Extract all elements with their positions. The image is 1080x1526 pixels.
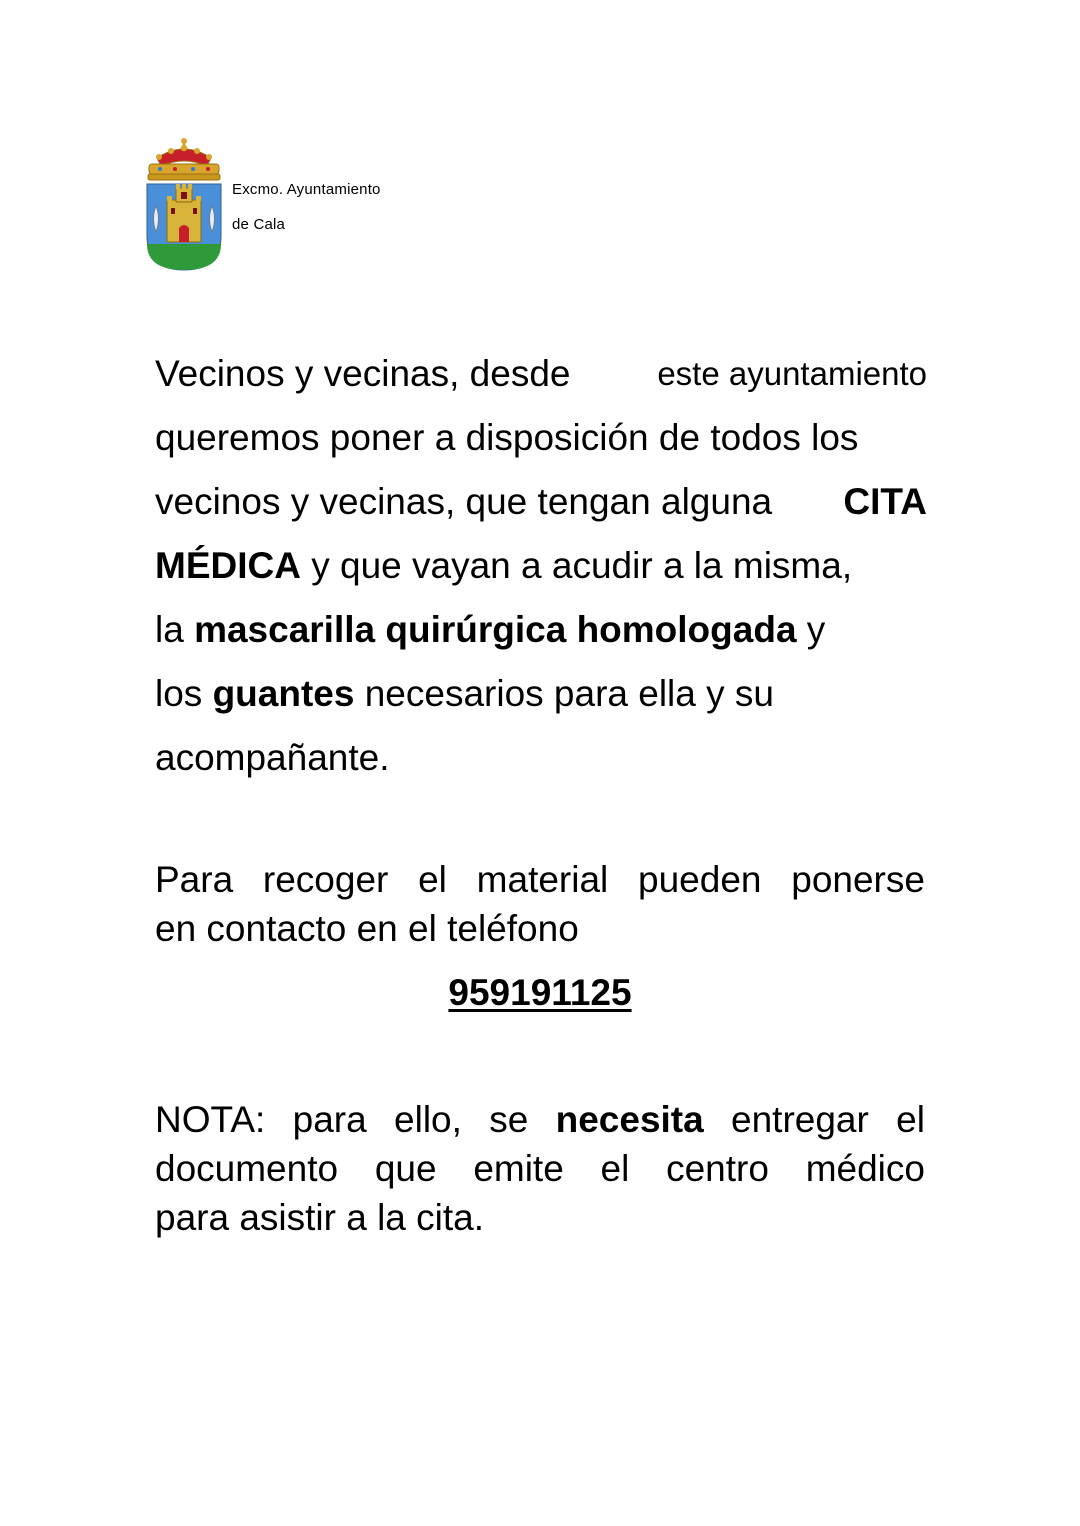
note-paragraph — [155, 1095, 925, 1242]
letterhead — [232, 180, 492, 235]
intro-text: los — [155, 673, 213, 714]
intro-bold-text: CITA — [843, 481, 927, 522]
shield-icon — [147, 184, 221, 270]
collect-line-1 — [155, 855, 925, 904]
note-line-2 — [155, 1144, 925, 1193]
collect-word: ponerse — [791, 859, 925, 900]
intro-text: y — [796, 609, 826, 650]
note-word: entregar — [731, 1099, 869, 1140]
phone-number: 959191125 — [448, 972, 632, 1013]
note-word: ello, — [394, 1099, 462, 1140]
intro-line-5 — [155, 598, 927, 662]
collect-word: recoger — [262, 859, 389, 900]
note-word: para — [292, 1099, 367, 1140]
note-word: médico — [805, 1148, 925, 1189]
coat-of-arms-icon — [145, 136, 223, 272]
note-word: emite — [473, 1148, 564, 1189]
collect-paragraph — [155, 855, 925, 953]
letterhead-town: de Cala — [232, 216, 286, 233]
crown-icon — [148, 138, 220, 180]
intro-text: necesarios para ella y su — [354, 673, 774, 714]
note-word: se — [489, 1099, 529, 1140]
intro-paragraph — [155, 342, 927, 790]
intro-bold-text: mascarilla quirúrgica homologada — [194, 609, 797, 650]
collect-word: Para — [155, 859, 234, 900]
intro-line-3 — [155, 470, 927, 534]
collect-line-2: en contacto en el teléfono — [155, 908, 579, 949]
note-word: el — [600, 1148, 630, 1189]
note-word: que — [374, 1148, 437, 1189]
intro-text: la — [155, 609, 195, 650]
intro-line-1 — [155, 342, 927, 406]
note-word: NOTA: — [155, 1099, 266, 1140]
note-word: documento — [155, 1148, 339, 1189]
intro-text: y que vayan a acudir a la misma, — [300, 545, 853, 586]
intro-line-4 — [155, 534, 927, 598]
intro-text: este ayuntamiento — [657, 355, 927, 392]
collect-word: material — [476, 859, 609, 900]
intro-bold-text: MÉDICA — [155, 545, 301, 586]
note-word: centro — [666, 1148, 769, 1189]
collect-word: el — [418, 859, 447, 900]
intro-line-6 — [155, 662, 927, 726]
collect-word: pueden — [638, 859, 762, 900]
intro-text: vecinos y vecinas, que tengan alguna — [155, 481, 773, 522]
intro-bold-text: guantes — [212, 673, 355, 714]
note-line-3: para asistir a la cita. — [155, 1197, 485, 1238]
letterhead-title: Excmo. Ayuntamiento — [232, 181, 381, 198]
intro-text: Vecinos y vecinas, desde — [155, 353, 571, 394]
note-word: el — [896, 1099, 925, 1140]
note-bold-word: necesita — [555, 1099, 704, 1140]
note-line-1 — [155, 1095, 925, 1144]
intro-line-2: queremos poner a disposición de todos los — [155, 417, 859, 458]
intro-line-7: acompañante. — [155, 737, 390, 778]
